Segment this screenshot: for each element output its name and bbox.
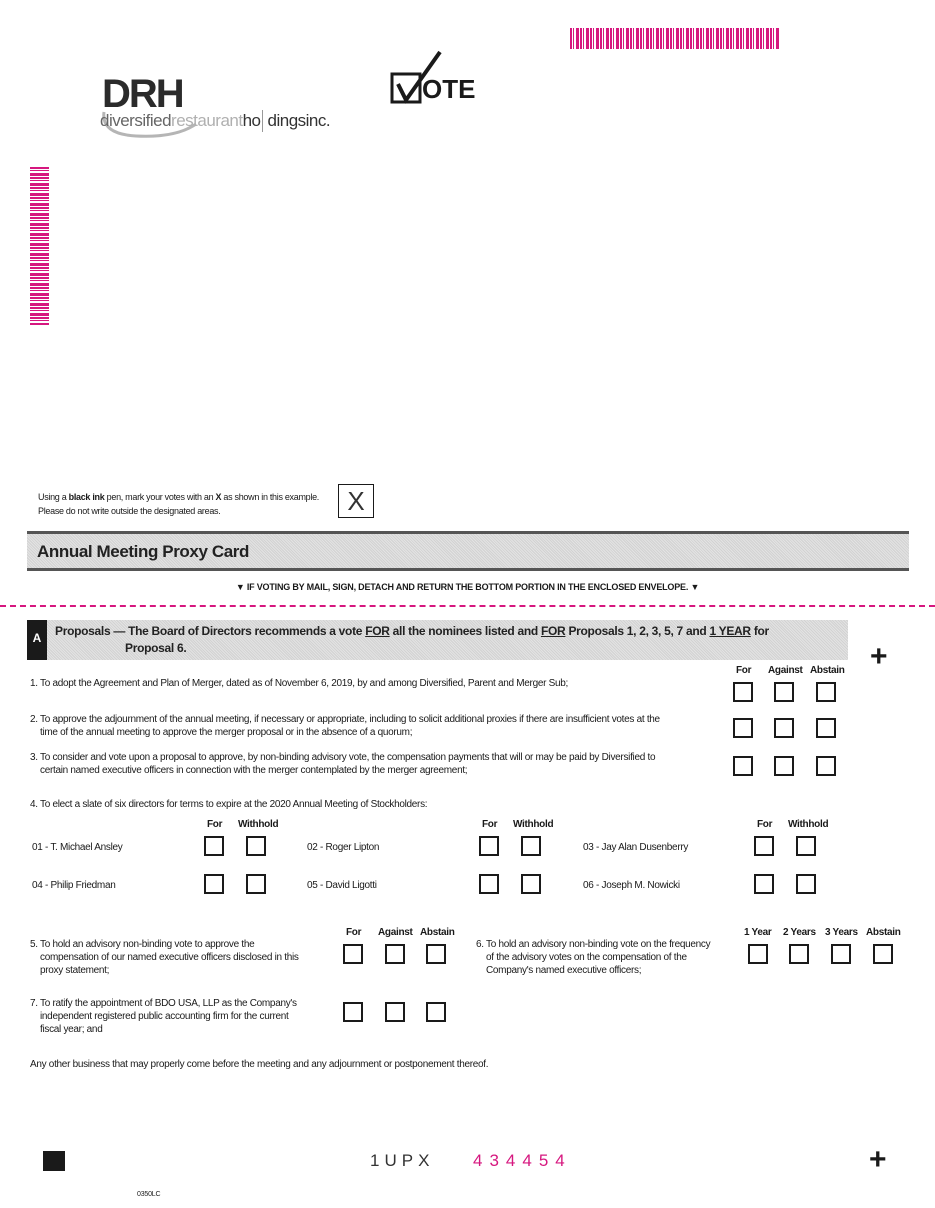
nominee-03-for-checkbox[interactable]: [754, 836, 774, 856]
proposal-2-for-checkbox[interactable]: [733, 718, 753, 738]
proposal-5-abstain-checkbox[interactable]: [426, 944, 446, 964]
p6-header-1-year: 1 Year: [744, 927, 772, 938]
nominee-01: 01 - T. Michael Ansley: [32, 842, 123, 853]
proposal-6-2-years-checkbox[interactable]: [789, 944, 809, 964]
proposal-2-abstain-checkbox[interactable]: [816, 718, 836, 738]
nominee-header-withhold: Withhold: [513, 819, 554, 830]
drh-logo: [96, 72, 386, 142]
nominee-02-withhold-checkbox[interactable]: [521, 836, 541, 856]
proposal-7-text: 7. To ratify the appointment of BDO USA, LLP as the Company's independent registered public accounting firm for the current fiscal year; and: [30, 998, 297, 1035]
proposal-1-against-checkbox[interactable]: [774, 682, 794, 702]
proposal-3-against-checkbox[interactable]: [774, 756, 794, 776]
detach-line: [0, 605, 935, 607]
down-triangle-icon: ▼: [688, 582, 700, 592]
down-triangle-icon: ▼: [235, 582, 247, 592]
instructions-line-1: Using a black ink pen, mark your votes with an X as shown in this example.: [38, 492, 319, 502]
proposal-7-abstain-checkbox[interactable]: [426, 1002, 446, 1022]
proposal-1-for-checkbox[interactable]: [733, 682, 753, 702]
fork-icon: [262, 110, 267, 132]
nominee-04: 04 - Philip Friedman: [32, 880, 116, 891]
section-a-letter: A: [27, 620, 47, 660]
nominee-header-for: For: [482, 819, 498, 830]
nominee-04-withhold-checkbox[interactable]: [246, 874, 266, 894]
proposal-6-3-years-checkbox[interactable]: [831, 944, 851, 964]
proposal-3-abstain-checkbox[interactable]: [816, 756, 836, 776]
p6-header-abstain: Abstain: [866, 927, 901, 938]
p5-header-abstain: Abstain: [420, 927, 455, 938]
top-barcode: [570, 28, 780, 49]
nominee-05: 05 - David Ligotti: [307, 880, 377, 891]
proposal-2-against-checkbox[interactable]: [774, 718, 794, 738]
proposal-3-text: 3. To consider and vote upon a proposal to approve, by non-binding advisory vote, the compensation payments that will or may be paid by Diversified to certain named executive officers in connection with the merger contemplated by the merger agreement;: [30, 752, 656, 776]
side-barcode: [30, 167, 49, 325]
header-against: Against: [768, 665, 803, 676]
nominee-02: 02 - Roger Lipton: [307, 842, 380, 853]
nominee-04-for-checkbox[interactable]: [204, 874, 224, 894]
proposal-7-against-checkbox[interactable]: [385, 1002, 405, 1022]
nominee-06-withhold-checkbox[interactable]: [796, 874, 816, 894]
footer-black-square: [43, 1151, 65, 1171]
instructions-line-2: Please do not write outside the designated areas.: [38, 506, 221, 516]
header-abstain: Abstain: [810, 665, 845, 676]
nominee-header-for: For: [207, 819, 223, 830]
p6-header-2-years: 2 Years: [783, 927, 816, 938]
proposal-1-abstain-checkbox[interactable]: [816, 682, 836, 702]
nominee-05-for-checkbox[interactable]: [479, 874, 499, 894]
p5-header-against: Against: [378, 927, 413, 938]
registration-mark-plus-icon: +: [869, 1143, 887, 1176]
nominee-05-withhold-checkbox[interactable]: [521, 874, 541, 894]
proposal-6-1-year-checkbox[interactable]: [748, 944, 768, 964]
nominee-06-for-checkbox[interactable]: [754, 874, 774, 894]
proposal-6-abstain-checkbox[interactable]: [873, 944, 893, 964]
vote-logo: [388, 50, 488, 110]
nominee-header-for: For: [757, 819, 773, 830]
p5-header-for: For: [346, 927, 362, 938]
proposal-5-against-checkbox[interactable]: [385, 944, 405, 964]
p6-header-3-years: 3 Years: [825, 927, 858, 938]
section-a-heading-bar: [47, 620, 848, 660]
proposal-6-text: 6. To hold an advisory non-binding vote on the frequency of the advisory votes on the compensation of the Company's named executive officers;: [476, 939, 711, 976]
other-business-text: Any other business that may properly come before the meeting and any adjournment or postponement thereof.: [30, 1059, 489, 1070]
vote-text: OTE: [422, 74, 476, 104]
nominee-02-for-checkbox[interactable]: [479, 836, 499, 856]
logo-company-name: diversifiedrestaurantho dingsinc.: [100, 111, 331, 130]
footer-code: 1UPX: [370, 1151, 435, 1170]
proposal-7-for-checkbox[interactable]: [343, 1002, 363, 1022]
proposal-5-text: 5. To hold an advisory non-binding vote to approve the compensation of our named executive officers disclosed in this proxy statement;: [30, 939, 299, 976]
proposal-2-text: 2. To approve the adjournment of the annual meeting, if necessary or appropriate, including to solicit additional proxies if there are insufficient votes at the time of the annual meeting to approve the merger proposal or in the absence of a quorum;: [30, 714, 660, 738]
nominee-03: 03 - Jay Alan Dusenberry: [583, 842, 689, 853]
registration-mark-plus-icon: +: [870, 640, 888, 673]
form-id: 0350LC: [137, 1191, 161, 1198]
footer-number: 434454: [473, 1151, 572, 1170]
header-for: For: [736, 665, 752, 676]
detach-notice: ▼ IF VOTING BY MAIL, SIGN, DETACH AND RETURN THE BOTTOM PORTION IN THE ENCLOSED ENVELOPE. ▼: [235, 582, 700, 592]
nominee-header-withhold: Withhold: [238, 819, 279, 830]
proposal-3-for-checkbox[interactable]: [733, 756, 753, 776]
card-title-bar: [27, 531, 909, 571]
marking-instructions: [38, 490, 319, 518]
nominee-01-for-checkbox[interactable]: [204, 836, 224, 856]
section-a-heading: Proposals — The Board of Directors recommends a vote FOR all the nominees listed and FOR Proposals 1, 2, 3, 5, 7 and 1 YEAR for Proposal 6.: [55, 624, 769, 655]
nominee-01-withhold-checkbox[interactable]: [246, 836, 266, 856]
card-title: Annual Meeting Proxy Card: [37, 542, 249, 561]
nominee-03-withhold-checkbox[interactable]: [796, 836, 816, 856]
nominee-header-withhold: Withhold: [788, 819, 829, 830]
proposal-4-text: 4. To elect a slate of six directors for terms to expire at the 2020 Annual Meeting of Stockholders:: [30, 799, 428, 810]
proposal-1-text: 1. To adopt the Agreement and Plan of Merger, dated as of November 6, 2019, by and among Diversified, Parent and Merger Sub;: [30, 678, 568, 689]
example-mark-box: X: [338, 484, 374, 518]
proposal-5-for-checkbox[interactable]: [343, 944, 363, 964]
logo-initials: DRH: [102, 72, 183, 116]
nominee-06: 06 - Joseph M. Nowicki: [583, 880, 680, 891]
